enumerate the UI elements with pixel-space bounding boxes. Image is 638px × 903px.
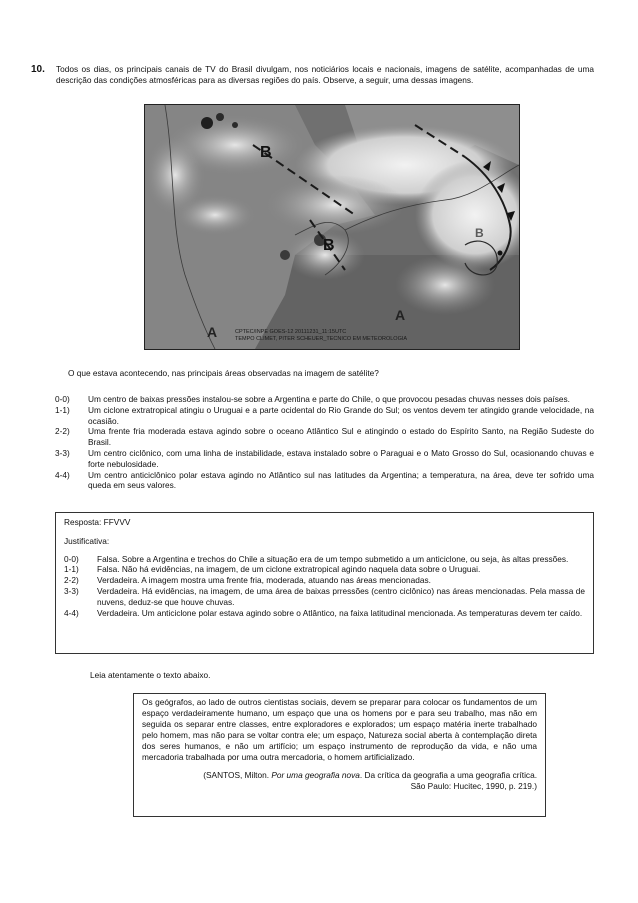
option-text: Um centro anticiclônico polar estava agindo no Atlântico sul nas latitudes da Argentina; a temperatura, na área, deve ter sofrido uma queda em seus valores. bbox=[88, 469, 594, 491]
option-text: Um ciclone extratropical atingiu o Uruguai e a parte ocidental do Rio Grande do Sul; os ventos devem ter atingido grande velocidade, na ocasião. bbox=[88, 404, 594, 426]
option-item bbox=[55, 470, 594, 492]
options-list bbox=[55, 394, 594, 491]
justification-text: Verdadeira. A imagem mostra uma frente fria, moderada, atuando nas áreas mencionadas. bbox=[97, 575, 431, 586]
option-code: 4-4) bbox=[55, 469, 70, 480]
citation-title: Por uma geografia nova bbox=[271, 770, 360, 781]
lead-text: Leia atentamente o texto abaixo. bbox=[90, 670, 211, 680]
justification-label: Justificativa: bbox=[64, 535, 110, 546]
justification-item bbox=[64, 564, 585, 575]
justification-code: 2-2) bbox=[64, 575, 79, 586]
justification-item bbox=[64, 608, 585, 619]
caption-line-1: CPTEC/INPE GOES-12 20111231_11:15UTC bbox=[235, 329, 347, 335]
justification-code: 0-0) bbox=[64, 553, 79, 564]
justification-text: Verdadeira. Há evidências, na imagem, de uma área de baixas prressões (centro ciclônico) nas áreas mencionadas. Pela massa de nuvens, deduz-se que houve chuvas. bbox=[97, 585, 585, 607]
option-item bbox=[55, 405, 594, 427]
label-b-south: B bbox=[323, 237, 335, 254]
citation-suffix: . Da crítica da geografia a uma geografia crítica. bbox=[359, 770, 537, 781]
option-text: Uma frente fria moderada estava agindo sobre o oceano Atlântico Sul e atingindo o estado do Espírito Santo, na Região Sudeste do Brasil. bbox=[88, 426, 594, 448]
label-a-center: A bbox=[395, 307, 406, 323]
label-b-east: B bbox=[475, 226, 484, 240]
answer-box bbox=[55, 512, 594, 654]
justification-text: Falsa. Sobre a Argentina e trechos do Chile a situação era de um tempo submetido a um anticiclone, ou seja, às altas pressões. bbox=[97, 553, 569, 564]
label-a-southwest: A bbox=[207, 324, 218, 340]
question-number: 10. bbox=[31, 64, 45, 75]
option-text: Um centro ciclônico, com uma linha de instabilidade, estava instalado sobre o Paraguai e o Mato Grosso do Sul, ocasionando chuvas e forte nebulosidade. bbox=[88, 447, 594, 469]
satellite-map bbox=[145, 105, 519, 349]
justification-item bbox=[64, 554, 585, 565]
option-code: 0-0) bbox=[55, 394, 70, 404]
justification-item bbox=[64, 575, 585, 586]
justification-code: 3-3) bbox=[64, 585, 79, 596]
option-item bbox=[55, 394, 594, 405]
justification-code: 4-4) bbox=[64, 607, 79, 618]
option-code: 3-3) bbox=[55, 447, 70, 458]
justification-text: Falsa. Não há evidências, na imagem, de um ciclone extratropical agindo naquela data sobre o Uruguai. bbox=[97, 564, 481, 575]
quote-box bbox=[133, 693, 546, 817]
question-text: Todos os dias, os principais canais de TV do Brasil divulgam, nos noticiários locais e nacionais, imagens de satélite, acompanhadas de uma descrição das condições atmosféricas para as diversas regiões do país. Observe, a seguir, uma dessas imagens. bbox=[56, 64, 594, 86]
justification-item bbox=[64, 586, 585, 608]
option-item bbox=[55, 426, 594, 448]
option-text: Um centro de baixas pressões instalou-se sobre a Argentina e parte do Chile, o que provocou pesadas chuvas nesses dois países. bbox=[88, 394, 570, 404]
justification-text: Verdadeira. Um anticiclone polar estava agindo sobre o Atlântico, na faixa latitudinal mencionada. As temperaturas devem ter caído. bbox=[97, 607, 583, 618]
justification-code: 1-1) bbox=[64, 564, 79, 575]
answer-response: Resposta: FFVVV bbox=[64, 517, 131, 527]
label-b-north: B bbox=[260, 144, 272, 161]
quote-text: Os geógrafos, ao lado de outros cientistas sociais, devem se preparar para colocar os fundamentos de um espaço verdadeiramente humano, um espaço que una os homens por e para seu trabalho, mas não em seguida os separar entre classes, entre exploradores e explorados; um espaço matéria inerte trabalhado pelo homem, mas não para se voltar contra ele; um espaço, Natureza social aberta à contemplação direta dos seres humanos, e não um artifício; um espaço instrumento de reprodução da vida, e não uma mercadoria trabalhada por uma outra mercadoria, o homem artificializado. bbox=[142, 697, 537, 762]
citation-prefix: (SANTOS, Milton. bbox=[203, 770, 272, 781]
satellite-image bbox=[144, 104, 520, 350]
option-item bbox=[55, 448, 594, 470]
citation-line-2: São Paulo: Hucitec, 1990, p. 219.) bbox=[410, 781, 537, 792]
citation bbox=[142, 770, 537, 792]
question-prompt: O que estava acontecendo, nas principais áreas observadas na imagem de satélite? bbox=[68, 368, 379, 378]
caption-line-2: TEMPO CLIMET, PITER SCHEUER_TECNICO EM METEOROLOGIA bbox=[235, 336, 408, 342]
option-code: 1-1) bbox=[55, 404, 70, 415]
option-code: 2-2) bbox=[55, 426, 70, 437]
